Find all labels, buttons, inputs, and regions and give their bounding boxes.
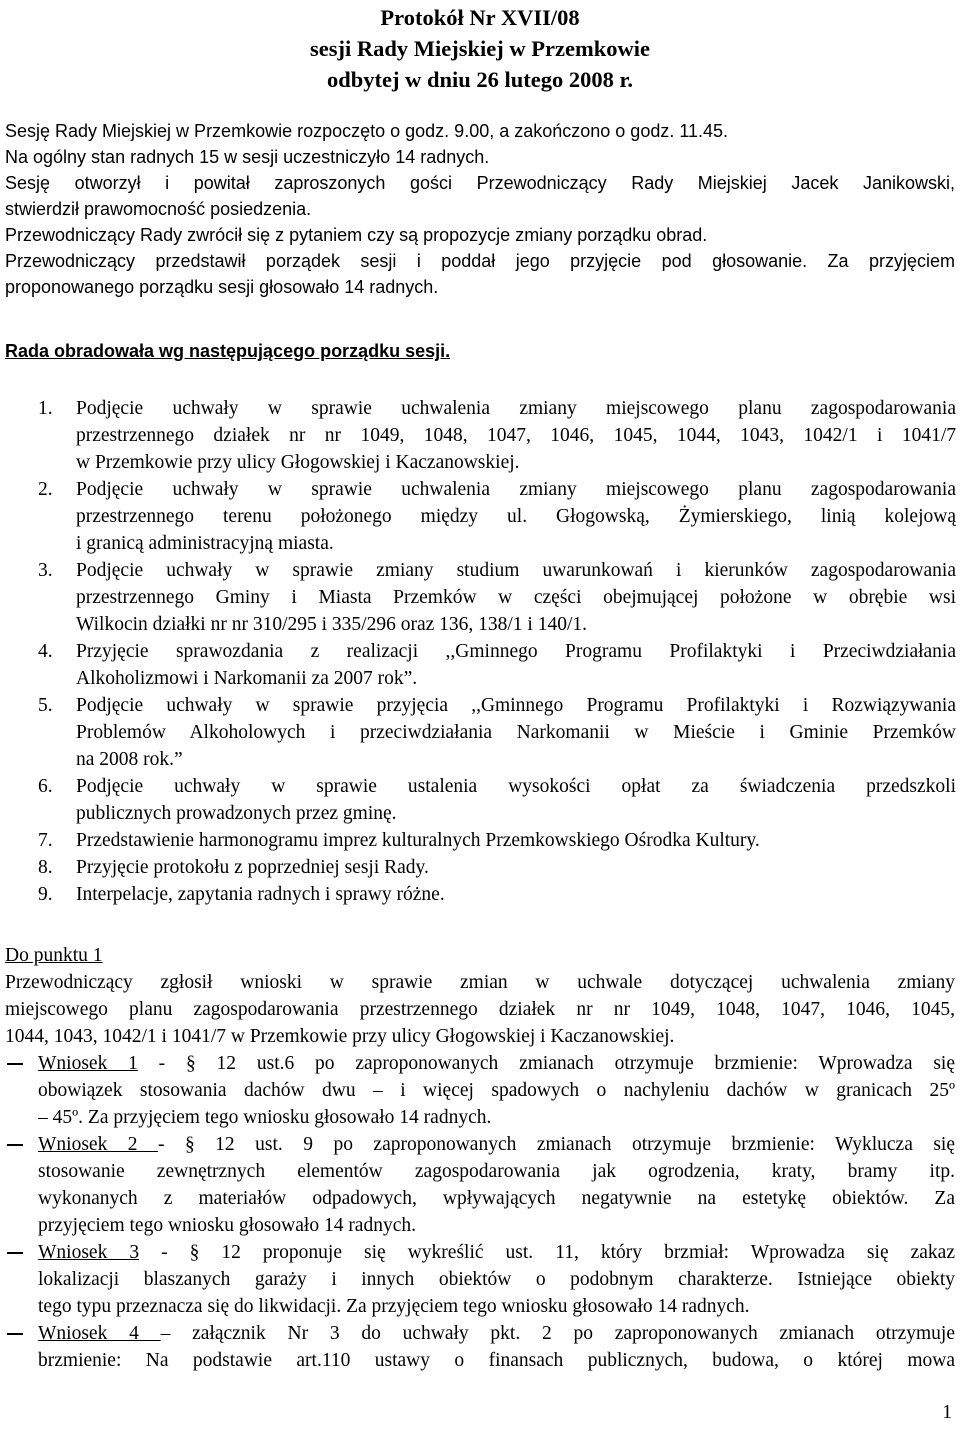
motion-line: lokalizacji blaszanych garaży i innych obiektów o podobnym charakterze. Istniejące obiekty xyxy=(38,1269,955,1290)
motion-label: Wniosek 3 xyxy=(38,1242,140,1263)
motion-item xyxy=(5,1131,955,1239)
agenda-item-number: 8. xyxy=(38,857,53,878)
agenda-item-line: Alkoholizmowi i Narkomanii za 2007 rok”. xyxy=(76,668,418,689)
agenda-item-number: 1. xyxy=(38,398,53,419)
intro-line: stwierdził prawomocność posiedzenia. xyxy=(5,199,312,219)
agenda-item xyxy=(38,773,956,827)
agenda-item-number: 3. xyxy=(38,560,53,581)
agenda-list xyxy=(38,395,956,908)
agenda-item-line: Problemów Alkoholowych i przeciwdziałania Narkomanii w Mieście i Gminie Przemków xyxy=(76,722,956,743)
agenda-item-number: 2. xyxy=(38,479,53,500)
intro-line: Na ogólny stan radnych 15 w sesji uczestniczyło 14 radnych. xyxy=(5,147,490,167)
agenda-item-line: Podjęcie uchwały w sprawie uchwalenia zmiany miejscowego planu zagospodarowania xyxy=(76,479,956,500)
agenda-item-line: Podjęcie uchwały w sprawie przyjęcia ,,Gminnego Programu Profilaktyki i Rozwiązywania xyxy=(76,695,956,716)
agenda-item-line: w Przemkowie przy ulicy Głogowskiej i Kaczanowskiej. xyxy=(76,452,520,473)
section-line: 1044, 1043, 1042/1 i 1041/7 w Przemkowie przy ulicy Głogowskiej i Kaczanowskiej. xyxy=(5,1026,675,1047)
motion-label: Wniosek 1 xyxy=(38,1053,138,1074)
agenda-item-line: na 2008 rok.” xyxy=(76,749,183,770)
agenda-item-line: Przyjęcie sprawozdania z realizacji ,,Gminnego Programu Profilaktyki i Przeciwdziałania xyxy=(76,641,956,662)
agenda-item-line: Przedstawienie harmonogramu imprez kulturalnych Przemkowskiego Ośrodka Kultury. xyxy=(76,830,760,851)
motions-list xyxy=(5,1050,955,1374)
motion-first-line xyxy=(38,1239,955,1266)
agenda-item xyxy=(38,854,956,881)
motion-item xyxy=(5,1239,955,1320)
motion-item xyxy=(5,1320,955,1374)
agenda-item xyxy=(38,827,956,854)
motion-line: – 45º. Za przyjęciem tego wniosku głosowało 14 radnych. xyxy=(38,1107,492,1128)
agenda-item xyxy=(38,692,956,773)
motion-label: Wniosek 4 xyxy=(38,1323,161,1344)
agenda-item-line: Wilkocin działki nr nr 310/295 i 335/296 oraz 136, 138/1 i 140/1. xyxy=(76,614,588,635)
agenda-item-number: 4. xyxy=(38,641,53,662)
intro-line: proponowanego porządku sesji głosowało 14 radnych. xyxy=(5,277,439,297)
motion-first-line xyxy=(38,1320,955,1347)
intro-line: Przewodniczący przedstawił porządek sesji i poddał jego przyjęcie pod głosowanie. Za przyjęciem xyxy=(5,251,955,271)
agenda-item-number: 7. xyxy=(38,830,53,851)
agenda-item xyxy=(38,881,956,908)
agenda-item xyxy=(38,638,956,692)
motion-line: tego typu przeznacza się do likwidacji. Za przyjęciem tego wniosku głosowało 14 radnych. xyxy=(38,1296,750,1317)
motion-text: - § 12 proponuje się wykreślić ust. 11, który brzmiał: Wprowadza się zakaz xyxy=(139,1242,955,1263)
title-line-1: Protokół Nr XVII/08 xyxy=(380,5,580,30)
agenda-item xyxy=(38,476,956,557)
title-line-2: sesji Rady Miejskiej w Przemkowie xyxy=(310,36,650,61)
section-point-1 xyxy=(5,942,955,1050)
intro-line: Sesję otworzył i powitał zaproszonych gości Przewodniczący Rady Miejskiej Jacek Janikowski, xyxy=(5,173,955,193)
agenda-item-number: 6. xyxy=(38,776,53,797)
dash-bullet-icon xyxy=(5,1131,38,1239)
page-number: 1 xyxy=(942,1402,952,1423)
motion-line: brzmienie: Na podstawie art.110 ustawy o finansach publicznych, budowa, o której mowa xyxy=(38,1350,955,1371)
motion-line: obowiązek stosowania dachów dwu – i więcej spadowych o nachyleniu dachów w granicach 25º xyxy=(38,1080,955,1101)
agenda-item-line: publicznych prowadzonych przez gminę. xyxy=(76,803,397,824)
agenda-item xyxy=(38,557,956,638)
dash-bullet-icon xyxy=(5,1239,38,1320)
dash-bullet-icon xyxy=(5,1050,38,1131)
dash-bullet-icon xyxy=(5,1320,38,1374)
agenda-item-line: przestrzennego terenu położonego między ul. Głogowską, Żymierskiego, linią kolejową xyxy=(76,506,956,527)
agenda-item-line: Interpelacje, zapytania radnych i sprawy różne. xyxy=(76,884,445,905)
agenda-heading: Rada obradowała wg następującego porządku sesji. xyxy=(5,341,451,361)
agenda-item-number: 9. xyxy=(38,884,53,905)
section-line: miejscowego planu zagospodarowania przestrzennego działek nr nr 1049, 1048, 1047, 1046, 1045, xyxy=(5,999,955,1020)
agenda-item-line: i granicą administracyjną miasta. xyxy=(76,533,334,554)
agenda-item-line: Podjęcie uchwały w sprawie uchwalenia zmiany miejscowego planu zagospodarowania xyxy=(76,398,956,419)
agenda-item-line: Podjęcie uchwały w sprawie ustalenia wysokości opłat za świadczenia przedszkoli xyxy=(76,776,956,797)
agenda-item-line: Podjęcie uchwały w sprawie zmiany studium uwarunkowań i kierunków zagospodarowania xyxy=(76,560,956,581)
motion-line: stosowanie zewnętrznych elementów zagospodarowania jak ogrodzenia, kraty, bramy itp. xyxy=(38,1161,955,1182)
intro-line: Przewodniczący Rady zwrócił się z pytaniem czy są propozycje zmiany porządku obrad. xyxy=(5,225,708,245)
agenda-item xyxy=(38,395,956,476)
motion-text: – załącznik Nr 3 do uchwały pkt. 2 po zaproponowanych zmianach otrzymuje xyxy=(160,1323,955,1344)
motion-line: przyjęciem tego wniosku głosowało 14 radnych. xyxy=(38,1215,416,1236)
motion-label: Wniosek 2 xyxy=(38,1134,158,1155)
section-heading: Do punktu 1 xyxy=(5,945,103,966)
title-line-3: odbytej w dniu 26 lutego 2008 r. xyxy=(326,67,634,92)
intro-paragraph xyxy=(5,118,955,300)
agenda-item-line: Przyjęcie protokołu z poprzedniej sesji Rady. xyxy=(76,857,429,878)
motion-first-line xyxy=(38,1131,955,1158)
motion-first-line xyxy=(38,1050,955,1077)
document-title xyxy=(0,0,960,95)
agenda-item-line: przestrzennego działek nr nr 1049, 1048, 1047, 1046, 1045, 1044, 1043, 1042/1 i 1041/7 xyxy=(76,425,956,446)
motion-text: - § 12 ust. 9 po zaproponowanych zmianach otrzymuje brzmienie: Wyklucza się xyxy=(158,1134,955,1155)
section-line: Przewodniczący zgłosił wnioski w sprawie zmian w uchwale dotyczącej uchwalenia zmiany xyxy=(5,972,955,993)
agenda-item-number: 5. xyxy=(38,695,53,716)
agenda-item-line: przestrzennego Gminy i Miasta Przemków w części obejmującej położone w obrębie wsi xyxy=(76,587,956,608)
motion-text: - § 12 ust.6 po zaproponowanych zmianach otrzymuje brzmienie: Wprowadza się xyxy=(137,1053,955,1074)
intro-line: Sesję Rady Miejskiej w Przemkowie rozpoczęto o godz. 9.00, a zakończono o godz. 11.45. xyxy=(5,121,729,141)
motion-item xyxy=(5,1050,955,1131)
motion-line: wykonanych z materiałów odpadowych, wpływających negatywnie na estetykę obiektów. Za xyxy=(38,1188,955,1209)
